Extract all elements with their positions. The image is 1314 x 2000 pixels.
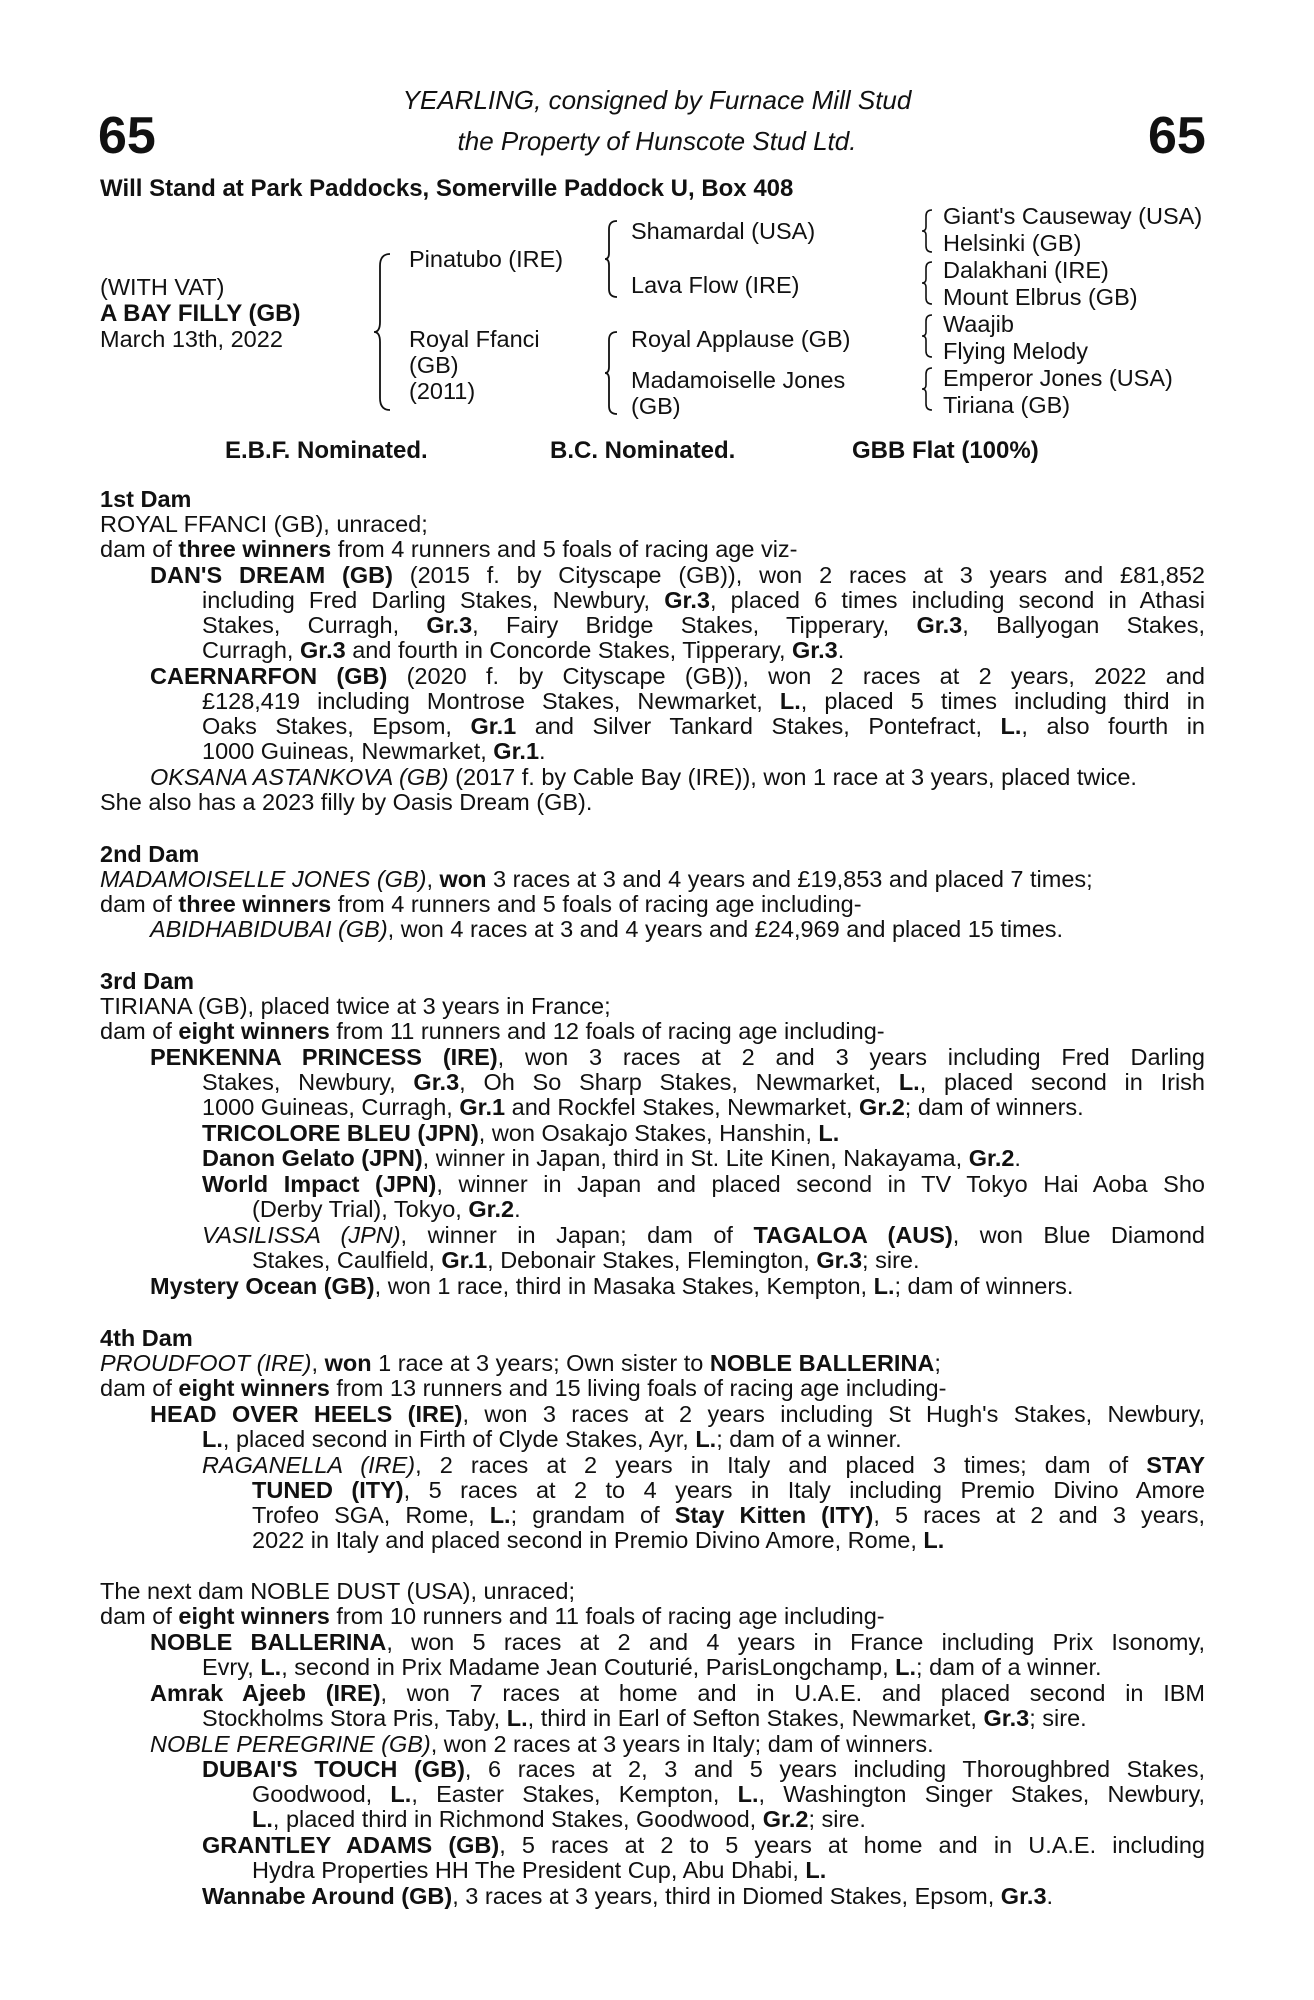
produce-abidhabidubai: ABIDHABIDUBAI (GB), won 4 races at 3 and 4 years and £24,969 and placed 15 times.: [150, 916, 1064, 942]
pedigree-ssd: Helsinki (GB): [943, 230, 1082, 256]
pedigree-brace-4: [920, 366, 934, 412]
produce-head-over-heels-line2: L., placed second in Firth of Clyde Stakes, Ayr, L.; dam of a winner.: [202, 1426, 902, 1452]
produce-noble-ballerina-line2: Evry, L., second in Prix Madame Jean Couturié, ParisLongchamp, L.; dam of a winner.: [202, 1654, 1102, 1680]
vat-note: (WITH VAT): [100, 274, 225, 300]
pedigree-sds: Dalakhani (IRE): [943, 257, 1109, 283]
pedigree-dam-dam-line2: (GB): [631, 393, 681, 419]
pedigree-brace-sire: [603, 219, 619, 299]
lot-number-left: 65: [98, 107, 156, 165]
produce-grantley-adams-line1: GRANTLEY ADAMS (GB), 5 races at 2 to 5 years at home and in U.A.E. including: [202, 1832, 1206, 1858]
produce-caernarfon-line3: Oaks Stakes, Epsom, Gr.1 and Silver Tankard Stakes, Pontefract, L., also fourth in: [202, 713, 1206, 739]
first-dam-heading: 1st Dam: [100, 486, 192, 512]
produce-penkenna-line1: PENKENNA PRINCESS (IRE), won 3 races at 2 and 3 years including Fred Darling: [150, 1044, 1205, 1070]
produce-noble-ballerina-line1: NOBLE BALLERINA, won 5 races at 2 and 4 years in France including Prix Isonomy,: [150, 1629, 1205, 1655]
produce-tricolore-bleu: TRICOLORE BLEU (JPN), won Osakajo Stakes, Hanshin, L.: [202, 1120, 840, 1146]
produce-vasilissa-line2: Stakes, Caulfield, Gr.1, Debonair Stakes, Flemington, Gr.3; sire.: [252, 1247, 920, 1273]
produce-noble-peregrine: NOBLE PEREGRINE (GB), won 2 races at 3 years in Italy; dam of winners.: [150, 1731, 934, 1757]
gbb-status: GBB Flat (100%): [852, 437, 1039, 464]
produce-penkenna-line3: 1000 Guineas, Curragh, Gr.1 and Rockfel Stakes, Newmarket, Gr.2; dam of winners.: [202, 1094, 1084, 1120]
third-dam-line: TIRIANA (GB), placed twice at 3 years in France;: [100, 993, 611, 1019]
first-dam-also: She also has a 2023 filly by Oasis Dream (GB).: [100, 789, 593, 815]
foaling-date: March 13th, 2022: [100, 326, 283, 352]
produce-caernarfon-line2: £128,419 including Montrose Stakes, Newmarket, L., placed 5 times including third in: [202, 688, 1205, 714]
pedigree-dds: Emperor Jones (USA): [943, 365, 1173, 391]
produce-world-impact-line2: (Derby Trial), Tokyo, Gr.2.: [252, 1196, 521, 1222]
produce-raganella-line3: Trofeo SGA, Rome, L.; grandam of Stay Kitten (ITY), 5 races at 2 and 3 years,: [252, 1502, 1205, 1528]
pedigree-brace-3: [920, 313, 934, 359]
pedigree-brace-main: [372, 252, 392, 412]
bc-nomination: B.C. Nominated.: [550, 437, 736, 464]
third-dam-produce-summary: dam of eight winners from 11 runners and 12 foals of racing age including-: [100, 1018, 885, 1044]
stand-location: Will Stand at Park Paddocks, Somerville Paddock U, Box 408: [100, 175, 794, 202]
produce-penkenna-line2: Stakes, Newbury, Gr.3, Oh So Sharp Stakes, Newmarket, L., placed second in Irish: [202, 1069, 1205, 1095]
produce-world-impact-line1: World Impact (JPN), winner in Japan and placed second in TV Tokyo Hai Aoba Sho: [202, 1171, 1205, 1197]
first-dam-line: ROYAL FFANCI (GB), unraced;: [100, 511, 428, 537]
produce-danon-gelato: Danon Gelato (JPN), winner in Japan, third in St. Lite Kinen, Nakayama, Gr.2.: [202, 1145, 1021, 1171]
produce-dans-dream-line4: Curragh, Gr.3 and fourth in Concorde Stakes, Tipperary, Gr.3.: [202, 637, 845, 663]
pedigree-dam-dam-line1: Madamoiselle Jones: [631, 367, 846, 393]
fourth-dam-produce-summary: dam of eight winners from 13 runners and 15 living foals of racing age including-: [100, 1375, 947, 1401]
produce-raganella-line4: 2022 in Italy and placed second in Premio Divino Amore, Rome, L.: [252, 1527, 945, 1553]
pedigree-dam-line1: Royal Ffanci: [409, 326, 540, 352]
pedigree-dam-line2: (GB): [409, 352, 459, 378]
produce-amrak-ajeeb-line1: Amrak Ajeeb (IRE), won 7 races at home and in U.A.E. and placed second in IBM: [150, 1680, 1205, 1706]
produce-oksana-astankova: OKSANA ASTANKOVA (GB) (2017 f. by Cable Bay (IRE)), won 1 race at 3 years, placed twice.: [150, 764, 1137, 790]
pedigree-brace-dam: [603, 330, 619, 416]
produce-caernarfon-line1: CAERNARFON (GB) (2020 f. by Cityscape (GB)), won 2 races at 2 years, 2022 and: [150, 663, 1205, 689]
pedigree-dam-line3: (2011): [409, 378, 476, 404]
produce-raganella-line1: RAGANELLA (IRE), 2 races at 2 years in Italy and placed 3 times; dam of STAY: [202, 1452, 1205, 1478]
pedigree-brace-2: [920, 260, 934, 306]
second-dam-heading: 2nd Dam: [100, 841, 200, 867]
pedigree-dam-sire: Royal Applause (GB): [631, 326, 851, 352]
pedigree-ddd: Tiriana (GB): [943, 392, 1071, 418]
pedigree-sire-sire: Shamardal (USA): [631, 218, 816, 244]
pedigree-sdd: Mount Elbrus (GB): [943, 284, 1138, 310]
pedigree-sire: Pinatubo (IRE): [409, 246, 564, 272]
second-dam-line: MADAMOISELLE JONES (GB), won 3 races at 3 and 4 years and £19,853 and placed 7 times;: [100, 866, 1093, 892]
produce-grantley-adams-line2: Hydra Properties HH The President Cup, Abu Dhabi, L.: [252, 1857, 827, 1883]
produce-dubais-touch-line3: L., placed third in Richmond Stakes, Goodwood, Gr.2; sire.: [252, 1806, 866, 1832]
pedigree-sire-dam: Lava Flow (IRE): [631, 272, 800, 298]
produce-dans-dream-line3: Stakes, Curragh, Gr.3, Fairy Bridge Stakes, Tipperary, Gr.3, Ballyogan Stakes,: [202, 612, 1205, 638]
lot-number-right: 65: [1148, 107, 1206, 165]
fourth-dam-heading: 4th Dam: [100, 1325, 193, 1351]
produce-head-over-heels-line1: HEAD OVER HEELS (IRE), won 3 races at 2 years including St Hugh's Stakes, Newbury,: [150, 1401, 1206, 1427]
next-dam-line: The next dam NOBLE DUST (USA), unraced;: [100, 1578, 575, 1604]
horse-name: A BAY FILLY (GB): [100, 300, 301, 327]
second-dam-produce-summary: dam of three winners from 4 runners and 5 foals of racing age including-: [100, 891, 862, 917]
produce-raganella-line2: TUNED (ITY), 5 races at 2 to 4 years in Italy including Premio Divino Amore: [252, 1477, 1205, 1503]
property-line: the Property of Hunscote Stud Ltd.: [457, 126, 857, 156]
next-dam-produce-summary: dam of eight winners from 10 runners and 11 foals of racing age including-: [100, 1603, 885, 1629]
pedigree-sss: Giant's Causeway (USA): [943, 203, 1203, 229]
produce-amrak-ajeeb-line2: Stockholms Stora Pris, Taby, L., third in Earl of Sefton Stakes, Newmarket, Gr.3; sire.: [202, 1705, 1087, 1731]
pedigree-brace-1: [920, 208, 934, 254]
produce-dubais-touch-line1: DUBAI'S TOUCH (GB), 6 races at 2, 3 and 5 years including Thoroughbred Stakes,: [202, 1756, 1206, 1782]
produce-dans-dream-line2: including Fred Darling Stakes, Newbury, Gr.3, placed 6 times including second in Athasi: [202, 587, 1205, 613]
pedigree-dsd: Flying Melody: [943, 338, 1088, 364]
first-dam-produce-summary: dam of three winners from 4 runners and 5 foals of racing age viz-: [100, 536, 798, 562]
produce-vasilissa-line1: VASILISSA (JPN), winner in Japan; dam of TAGALOA (AUS), won Blue Diamond: [202, 1222, 1205, 1248]
produce-dans-dream-line1: DAN'S DREAM (GB) (2015 f. by Cityscape (GB)), won 2 races at 3 years and £81,852: [150, 562, 1205, 588]
ebf-nomination: E.B.F. Nominated.: [225, 437, 428, 464]
produce-caernarfon-line4: 1000 Guineas, Newmarket, Gr.1.: [202, 738, 546, 764]
consignor-line: YEARLING, consigned by Furnace Mill Stud: [402, 85, 912, 115]
produce-wannabe-around: Wannabe Around (GB), 3 races at 3 years, third in Diomed Stakes, Epsom, Gr.3.: [202, 1883, 1054, 1909]
produce-dubais-touch-line2: Goodwood, L., Easter Stakes, Kempton, L., Washington Singer Stakes, Newbury,: [252, 1781, 1205, 1807]
fourth-dam-line: PROUDFOOT (IRE), won 1 race at 3 years; Own sister to NOBLE BALLERINA;: [100, 1350, 941, 1376]
third-dam-heading: 3rd Dam: [100, 968, 195, 994]
produce-mystery-ocean: Mystery Ocean (GB), won 1 race, third in Masaka Stakes, Kempton, L.; dam of winners.: [150, 1273, 1074, 1299]
pedigree-dss: Waajib: [943, 311, 1014, 337]
